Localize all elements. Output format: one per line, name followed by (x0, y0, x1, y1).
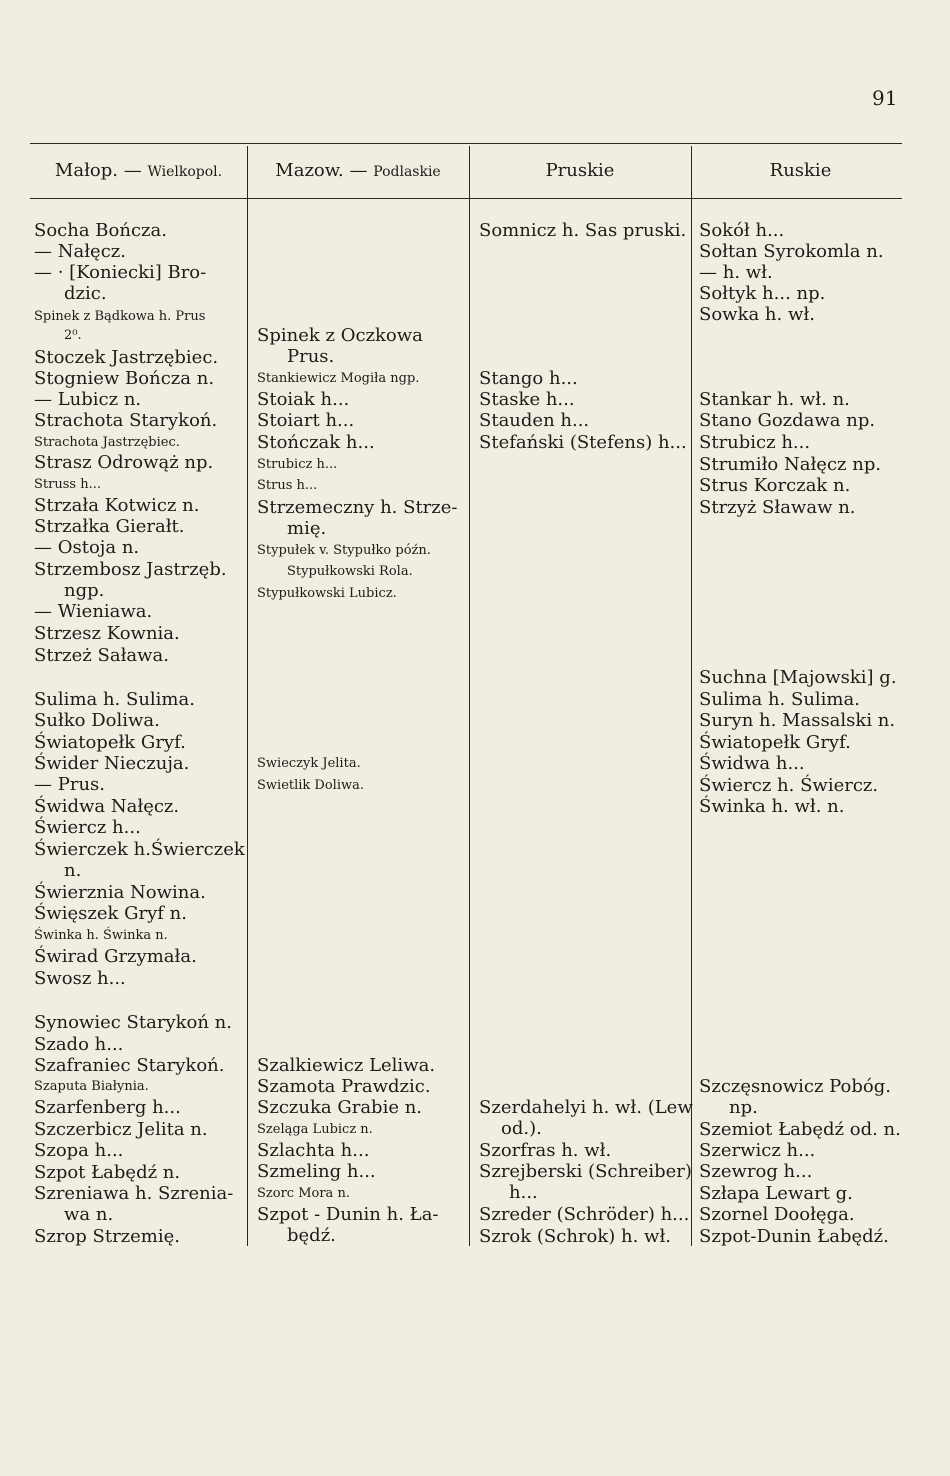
surname-entry: Szewrog h... (699, 1161, 813, 1182)
surname-entry: Suryn h. Massalski n. (699, 710, 896, 731)
surname-entry: Strubicz h... (699, 432, 811, 453)
surname-entry: Szpot - Dunin h. Ła- (257, 1204, 439, 1225)
surname-entry: Szrop Strzemię. (34, 1226, 181, 1247)
surname-entry: Strachota Starykoń. (34, 410, 218, 431)
surname-entry: Szpot Łabędź n. (34, 1162, 181, 1183)
surname-entry: — h. wł. (699, 262, 773, 283)
surname-entry: Stauden h... (479, 410, 590, 431)
surname-entry: Swietlik Doliwa. (257, 778, 365, 793)
surname-entry: h... (509, 1182, 538, 1203)
surname-entry: Sokół h... (699, 220, 785, 241)
surname-entry: mię. (287, 518, 327, 539)
surname-entry: Swieczyk Jelita. (257, 756, 361, 771)
surname-entry: Suchna [Majowski] g. (699, 667, 897, 688)
surname-entry: n. (64, 860, 82, 881)
surname-entry: Światopełk Gryf. (34, 732, 186, 753)
surname-entry: Strzała Kotwicz n. (34, 495, 200, 516)
surname-entry: dzic. (64, 283, 107, 304)
surname-entry: Strus h... (257, 478, 318, 493)
header-main: Pruskie (545, 160, 615, 181)
surname-entry: Szemiot Łabędź od. n. (699, 1119, 901, 1140)
surname-entry: Stypułkowski Lubicz. (257, 586, 397, 601)
surname-entry: — Nałęcz. (34, 241, 126, 262)
header-sub: Wielkopol. (147, 164, 223, 180)
surname-entry: Szamota Prawdzic. (257, 1076, 431, 1097)
surname-entry: — Lubicz n. (34, 389, 142, 410)
surname-entry: Stankiewicz Mogiła ngp. (257, 371, 420, 386)
column-divider (247, 146, 248, 1246)
surname-entry: — Prus. (34, 774, 105, 795)
surname-entry: Świdwa Nałęcz. (34, 796, 180, 817)
surname-entry: Sułko Doliwa. (34, 710, 160, 731)
surname-entry: Stefański (Stefens) h... (479, 432, 687, 453)
surname-entry: Szarfenberg h... (34, 1097, 181, 1118)
surname-entry: — Wieniawa. (34, 601, 153, 622)
surname-entry: Świrad Grzymała. (34, 946, 197, 967)
surname-entry: Szlachta h... (257, 1140, 370, 1161)
surname-entry: Szerwicz h... (699, 1140, 816, 1161)
surname-entry: Świerznia Nowina. (34, 882, 206, 903)
surname-entry: Somnicz h. Sas pruski. (479, 220, 687, 241)
surname-entry: będź. (287, 1225, 336, 1246)
surname-entry: Szczęsnowicz Pobóg. (699, 1076, 891, 1097)
surname-entry: Strzyż Sławaw n. (699, 497, 856, 518)
surname-entry: Spinek z Bądkowa h. Prus (34, 309, 206, 324)
surname-entry: Strasz Odrowąż np. (34, 452, 214, 473)
surname-entry: Stango h... (479, 368, 578, 389)
surname-entry: ngp. (64, 580, 105, 601)
surname-entry: Sołtyk h... np. (699, 283, 826, 304)
surname-entry: Strus Korczak n. (699, 475, 851, 496)
surname-entry: Stano Gozdawa np. (699, 410, 876, 431)
surname-entry: Światopełk Gryf. (699, 732, 851, 753)
surname-entry: Szaputa Białynia. (34, 1079, 149, 1094)
surname-entry: Szorc Mora n. (257, 1186, 350, 1201)
surname-entry: Szmeling h... (257, 1161, 376, 1182)
surname-entry: Struss h... (34, 477, 101, 492)
header-mazow (249, 160, 467, 186)
surname-entry: Stogniew Bończa n. (34, 368, 215, 389)
header-top-rule (30, 143, 902, 144)
surname-entry: Szopa h... (34, 1140, 124, 1161)
header-bottom-rule (30, 198, 902, 199)
surname-entry: Sulima h. Sulima. (34, 689, 195, 710)
header-pruskie (471, 160, 689, 186)
surname-entry: Strubicz h... (257, 457, 338, 472)
column-malop (34, 208, 246, 1258)
surname-entry: Sowka h. wł. (699, 304, 815, 325)
surname-entry: Świnka h. Świnka n. (34, 928, 168, 943)
surname-entry: Swosz h... (34, 968, 126, 989)
surname-entry: Szpot-Dunin Łabędź. (699, 1226, 889, 1247)
surname-entry: Sulima h. Sulima. (699, 689, 860, 710)
surname-entry: 2⁰. (64, 328, 82, 343)
column-mazow (257, 208, 467, 1258)
surname-entry: Szreniawa h. Szrenia- (34, 1183, 234, 1204)
surname-entry: Stypułkowski Rola. (287, 564, 413, 579)
header-main: Małop. — (54, 160, 142, 181)
surname-entry: Strzałka Gierałt. (34, 516, 185, 537)
column-divider (691, 146, 692, 1246)
column-divider (469, 146, 470, 1246)
header-main: Mazow. — (275, 160, 368, 181)
surname-entry: Strzemeczny h. Strze- (257, 497, 458, 518)
column-ruskie (699, 208, 909, 1258)
surname-entry: Strzesz Kownia. (34, 623, 180, 644)
surname-entry: Świercz h. Świercz. (699, 775, 879, 796)
surname-entry: Szeląga Lubicz n. (257, 1122, 373, 1137)
surname-entry: Szado h... (34, 1034, 124, 1055)
surname-entry: Stoczek Jastrzębiec. (34, 347, 219, 368)
surname-entry: Strzembosz Jastrzęb. (34, 559, 227, 580)
surname-entry: Szłapa Lewart g. (699, 1183, 853, 1204)
header-ruskie (693, 160, 908, 186)
surname-entry: od.). (501, 1118, 542, 1139)
column-pruskie (479, 208, 693, 1258)
header-main: Ruskie (769, 160, 832, 181)
surname-entry: Świdwa h... (699, 753, 805, 774)
surname-entry: Szornel Doołęga. (699, 1204, 855, 1225)
surname-entry: Świder Nieczuja. (34, 753, 190, 774)
surname-entry: Szorfras h. wł. (479, 1140, 612, 1161)
surname-entry: wa n. (64, 1204, 114, 1225)
surname-entry: Stoiak h... (257, 389, 350, 410)
surname-entry: Strzeż Saława. (34, 645, 169, 666)
surname-entry: Święszek Gryf n. (34, 903, 187, 924)
surname-entry: Sołtan Syrokomla n. (699, 241, 884, 262)
surname-entry: Szerdahelyi h. wł. (Lew (479, 1097, 693, 1118)
surname-entry: Szalkiewicz Leliwa. (257, 1055, 436, 1076)
surname-entry: Spinek z Oczkowa (257, 325, 423, 346)
surname-entry: Świnka h. wł. n. (699, 796, 845, 817)
surname-entry: Szrejberski (Schreiber) (479, 1161, 692, 1182)
surname-entry: Szafraniec Starykoń. (34, 1055, 225, 1076)
surname-entry: — · [Koniecki] Bro- (34, 262, 207, 283)
surname-entry: np. (729, 1097, 758, 1118)
surname-entry: Świerczek h.Świerczek (34, 839, 245, 860)
surname-entry: Socha Bończa. (34, 220, 167, 241)
surname-entry: Szreder (Schröder) h... (479, 1204, 690, 1225)
surname-entry: Stoiart h... (257, 410, 355, 431)
surname-entry: Szczerbicz Jelita n. (34, 1119, 208, 1140)
surname-entry: Świercz h... (34, 817, 141, 838)
surname-entry: Stypułek v. Stypułko późn. (257, 543, 431, 558)
surname-entry: Szrok (Schrok) h. wł. (479, 1226, 672, 1247)
surname-entry: Stończak h... (257, 432, 375, 453)
header-sub: Podlaskie (373, 164, 441, 180)
page-number: 91 (872, 86, 898, 110)
surname-entry: — Ostoja n. (34, 537, 140, 558)
surname-entry: Strumiło Nałęcz np. (699, 454, 882, 475)
header-malop (32, 160, 245, 186)
surname-entry: Staske h... (479, 389, 575, 410)
surname-entry: Stankar h. wł. n. (699, 389, 850, 410)
surname-entry: Synowiec Starykoń n. (34, 1012, 232, 1033)
surname-entry: Strachota Jastrzębiec. (34, 435, 180, 450)
surname-entry: Szczuka Grabie n. (257, 1097, 423, 1118)
surname-entry: Prus. (287, 346, 335, 367)
